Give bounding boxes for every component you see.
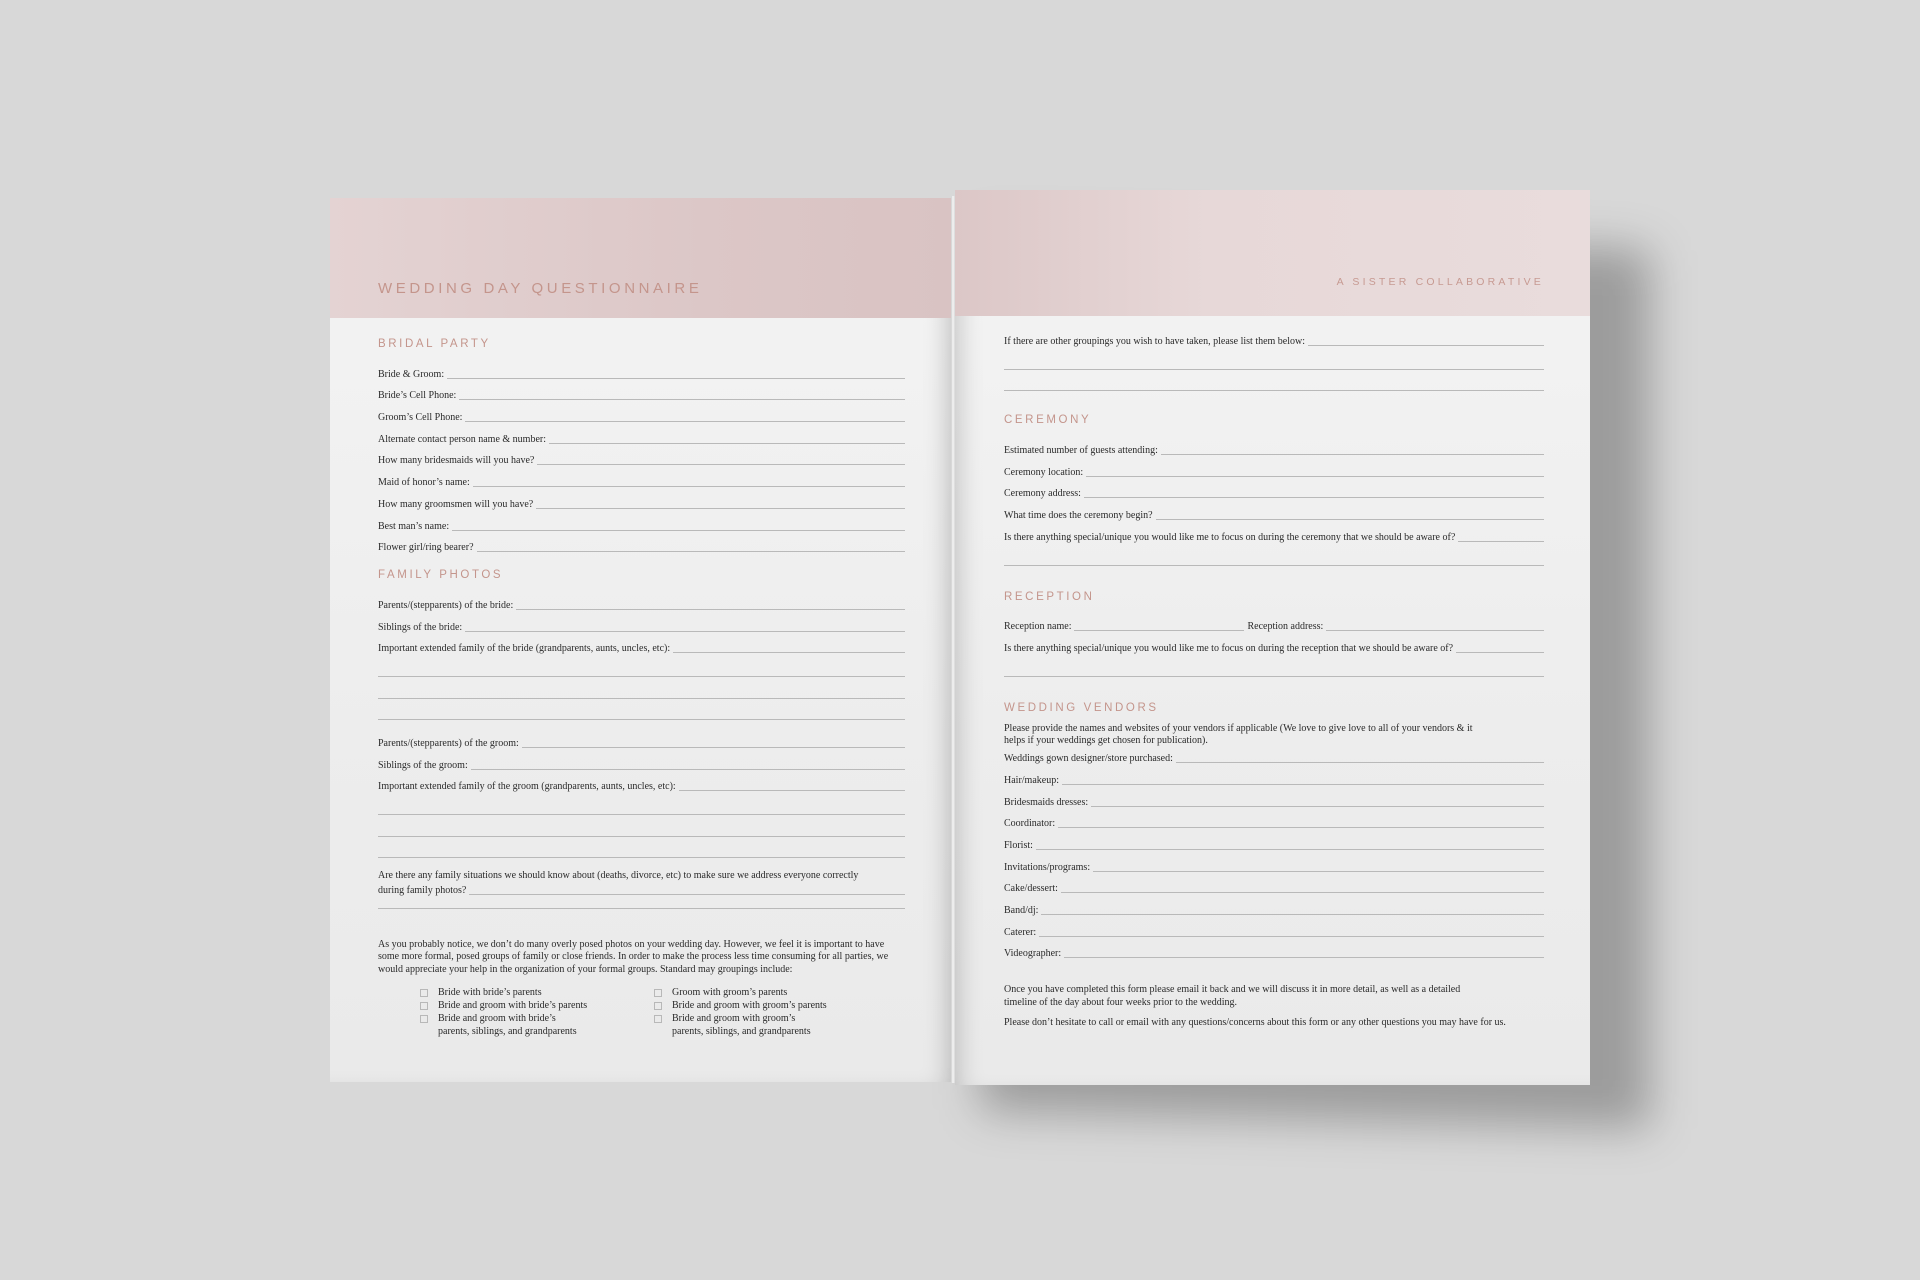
- vendor-fields: [1004, 744, 1544, 961]
- field-label: How many bridesmaids will you have?: [378, 455, 535, 467]
- form-field[interactable]: [1004, 939, 1544, 961]
- answer-line[interactable]: [1084, 496, 1544, 498]
- checklist-item[interactable]: [420, 1012, 654, 1025]
- form-field[interactable]: [378, 424, 905, 446]
- checklist-label: Bride with bride’s parents: [438, 987, 542, 999]
- form-field[interactable]: [378, 511, 905, 533]
- form-field[interactable]: [1004, 895, 1544, 917]
- checklist-label-continued: parents, siblings, and grandparents: [672, 1026, 811, 1038]
- closing-line: Once you have completed this form please email it back and we will discuss it in more detail, as well as a detailed: [1004, 984, 1461, 996]
- answer-line[interactable]: [378, 677, 905, 699]
- answer-line[interactable]: [378, 897, 905, 909]
- form-field[interactable]: [378, 533, 905, 555]
- field-label: Coordinator:: [1004, 818, 1056, 830]
- answer-line[interactable]: [459, 398, 905, 400]
- answer-line[interactable]: [1176, 761, 1544, 763]
- field-label: Bride’s Cell Phone:: [378, 390, 457, 402]
- groom-family-fields: [378, 728, 905, 793]
- field-label: Reception address:: [1247, 621, 1324, 633]
- answer-line[interactable]: [452, 529, 905, 531]
- answer-line[interactable]: [537, 463, 905, 465]
- field-label: Siblings of the groom:: [378, 759, 468, 771]
- form-field[interactable]: [1004, 457, 1544, 479]
- answer-line[interactable]: [469, 894, 905, 895]
- form-field[interactable]: [1004, 500, 1544, 522]
- question-line: during family photos?: [378, 884, 467, 896]
- family-situations-question: [378, 870, 905, 883]
- answer-line[interactable]: [679, 789, 905, 791]
- field-label: Important extended family of the groom (grandparents, aunts, uncles, etc):: [378, 781, 676, 793]
- answer-line[interactable]: [1004, 544, 1544, 566]
- form-field[interactable]: [378, 359, 905, 381]
- answer-line[interactable]: [1036, 848, 1544, 850]
- answer-line[interactable]: [465, 630, 905, 632]
- header-band: [955, 190, 1590, 316]
- answer-line[interactable]: [1004, 348, 1544, 370]
- form-field[interactable]: [378, 446, 905, 468]
- answer-line[interactable]: [477, 550, 905, 552]
- header-band: [330, 198, 952, 318]
- checklist-column-groom: [654, 986, 888, 1038]
- form-field[interactable]: [378, 467, 905, 489]
- answer-line[interactable]: [536, 507, 905, 509]
- answer-line[interactable]: [378, 655, 905, 677]
- form-field[interactable]: [1004, 809, 1544, 831]
- field-label: Ceremony address:: [1004, 488, 1081, 500]
- answer-line[interactable]: [1064, 956, 1544, 958]
- answer-line[interactable]: [1093, 870, 1544, 872]
- form-field[interactable]: [1004, 787, 1544, 809]
- answer-line[interactable]: [378, 699, 905, 721]
- right-page: [955, 190, 1590, 1085]
- answer-line[interactable]: [1326, 629, 1544, 631]
- form-field[interactable]: [378, 612, 905, 634]
- form-field[interactable]: [1004, 830, 1544, 852]
- answer-line[interactable]: [473, 485, 905, 487]
- checklist-item[interactable]: [420, 999, 654, 1012]
- answer-line[interactable]: [1308, 344, 1544, 346]
- checkbox[interactable]: [654, 989, 662, 997]
- field-label: Ceremony location:: [1004, 466, 1084, 478]
- groupings-intro: As you probably notice, we don’t do many overly posed photos on your wedding day. However, we feel it is important to have some more formal, posed groups of family or close friends. In order to make the process less time consuming for all parties, we would appreciate your help in the organization of your formal groups. Standard may groupings include:: [378, 938, 889, 975]
- answer-line[interactable]: [1074, 629, 1244, 631]
- field-label: If there are other groupings you wish to have taken, please list them below:: [1004, 336, 1306, 347]
- field-label: Alternate contact person name & number:: [378, 433, 546, 445]
- brand-name: A SISTER COLLABORATIVE: [1336, 276, 1544, 288]
- field-label: Maid of honor’s name:: [378, 477, 470, 489]
- checklist-item[interactable]: [654, 1012, 888, 1025]
- field-label: Weddings gown designer/store purchased:: [1004, 753, 1173, 765]
- answer-line[interactable]: [1091, 805, 1544, 807]
- field-label: Bride & Groom:: [378, 368, 445, 380]
- form-field[interactable]: [378, 750, 905, 772]
- answer-line[interactable]: [1041, 913, 1544, 915]
- reception-name-address-field[interactable]: [1004, 612, 1544, 634]
- form-field[interactable]: [1004, 479, 1544, 501]
- page-title: WEDDING DAY QUESTIONNAIRE: [378, 280, 703, 297]
- form-field[interactable]: [1004, 435, 1544, 457]
- left-page: [330, 198, 952, 1082]
- answer-line[interactable]: [1039, 935, 1544, 937]
- field-label: Estimated number of guests attending:: [1004, 445, 1158, 457]
- form-field[interactable]: [378, 728, 905, 750]
- bridal-party-fields: [378, 359, 905, 554]
- checklist-label-continued: parents, siblings, and grandparents: [438, 1026, 577, 1038]
- open-booklet: [330, 196, 1590, 1083]
- field-label: Invitations/programs:: [1004, 861, 1091, 873]
- answer-line[interactable]: [1058, 826, 1544, 828]
- checklist-column-bride: [420, 986, 654, 1038]
- checklist-label: Bride and groom with groom’s: [672, 1013, 796, 1025]
- field-label: Florist:: [1004, 840, 1033, 851]
- other-groupings-field[interactable]: [1004, 334, 1544, 348]
- answer-line[interactable]: [1156, 518, 1544, 520]
- section-heading-ceremony: CEREMONY: [1004, 414, 1092, 427]
- form-field[interactable]: [1004, 852, 1544, 874]
- left-content: [378, 337, 905, 1038]
- closing-line: timeline of the day about four weeks prior to the wedding.: [1004, 996, 1237, 1008]
- answer-line[interactable]: [378, 837, 905, 859]
- checkbox[interactable]: [420, 1002, 428, 1010]
- form-field[interactable]: [1004, 874, 1544, 896]
- field-label: Hair/makeup:: [1004, 774, 1059, 786]
- answer-line[interactable]: [1458, 540, 1544, 542]
- answer-line[interactable]: [465, 420, 905, 422]
- form-field[interactable]: [378, 381, 905, 403]
- answer-line[interactable]: [1004, 655, 1544, 677]
- closing-note: [1004, 984, 1544, 1030]
- question-line: Are there any family situations we should know about (deaths, divorce, etc) to make sure we address everyone correctly: [378, 870, 859, 882]
- field-label: Groom’s Cell Phone:: [378, 412, 463, 424]
- checklist-item[interactable]: [654, 999, 888, 1012]
- field-label: How many groomsmen will you have?: [378, 498, 534, 510]
- form-field[interactable]: [378, 590, 905, 612]
- field-label: Flower girl/ring bearer?: [378, 542, 474, 554]
- field-label: Siblings of the bride:: [378, 621, 463, 633]
- field-label: Caterer:: [1004, 926, 1037, 938]
- answer-line[interactable]: [1004, 370, 1544, 392]
- ceremony-fields: [1004, 435, 1544, 543]
- checklist-item[interactable]: [420, 986, 654, 999]
- checkbox[interactable]: [420, 1015, 428, 1023]
- answer-line[interactable]: [1062, 783, 1544, 785]
- field-label: Parents/(stepparents) of the bride:: [378, 599, 514, 611]
- field-label: Videographer:: [1004, 948, 1062, 960]
- answer-line[interactable]: [1061, 891, 1544, 893]
- checkbox[interactable]: [654, 1002, 662, 1010]
- answer-line[interactable]: [549, 442, 905, 444]
- field-label: Cake/dessert:: [1004, 883, 1058, 895]
- bride-family-fields: [378, 590, 905, 655]
- form-field[interactable]: [1004, 917, 1544, 939]
- field-label: Important extended family of the bride (grandparents, aunts, uncles, etc):: [378, 643, 671, 655]
- form-field[interactable]: [378, 634, 905, 656]
- section-heading-bridal-party: BRIDAL PARTY: [378, 338, 491, 350]
- intro-line: helps if your weddings get chosen for publication).: [1004, 735, 1208, 747]
- field-label: Is there anything special/unique you would like me to focus on during the ceremony that we should be aware of?: [1004, 531, 1456, 543]
- answer-line[interactable]: [1456, 651, 1544, 653]
- right-content: [1004, 334, 1544, 1030]
- form-field[interactable]: [1004, 522, 1544, 544]
- answer-line[interactable]: [522, 746, 905, 748]
- section-heading-wedding-vendors: WEDDING VENDORS: [1004, 701, 1159, 714]
- answer-line[interactable]: [673, 651, 905, 653]
- closing-line: Please don’t hesitate to call or email with any questions/concerns about this form or any other questions you may have for us.: [1004, 1017, 1506, 1029]
- answer-line[interactable]: [378, 793, 905, 815]
- checkbox[interactable]: [654, 1015, 662, 1023]
- field-label: Parents/(stepparents) of the groom:: [378, 738, 519, 749]
- answer-line[interactable]: [471, 768, 905, 770]
- form-field[interactable]: [378, 402, 905, 424]
- answer-line[interactable]: [378, 815, 905, 837]
- intro-line: Please provide the names and websites of your vendors if applicable (We love to give love to all of your vendors & it: [1004, 722, 1473, 734]
- form-field[interactable]: [378, 772, 905, 794]
- section-heading-reception: RECEPTION: [1004, 590, 1095, 603]
- field-label: Reception name:: [1004, 621, 1072, 633]
- checklist-label: Groom with groom’s parents: [672, 987, 788, 999]
- checklist-label: Bride and groom with bride’s: [438, 1013, 556, 1025]
- reception-special-field[interactable]: [1004, 633, 1544, 655]
- answer-line[interactable]: [516, 608, 905, 610]
- family-situations-field[interactable]: [378, 883, 905, 897]
- answer-line[interactable]: [1086, 475, 1544, 477]
- form-field[interactable]: [1004, 765, 1544, 787]
- section-heading-family-photos: FAMILY PHOTOS: [378, 569, 504, 582]
- checklist-label: Bride and groom with bride’s parents: [438, 1000, 588, 1012]
- checkbox[interactable]: [420, 989, 428, 997]
- field-label: Is there anything special/unique you would like me to focus on during the reception that we should be aware of?: [1004, 642, 1454, 654]
- field-label: Best man’s name:: [378, 520, 450, 532]
- field-label: What time does the ceremony begin?: [1004, 510, 1153, 522]
- answer-line[interactable]: [1161, 453, 1544, 455]
- checklist-item[interactable]: [654, 986, 888, 999]
- answer-line[interactable]: [447, 377, 905, 379]
- form-field[interactable]: [378, 489, 905, 511]
- field-label: Band/dj:: [1004, 905, 1039, 917]
- checklist-label: Bride and groom with groom’s parents: [672, 1000, 827, 1012]
- grouping-checklist: [378, 986, 905, 1038]
- field-label: Bridesmaids dresses:: [1004, 796, 1089, 808]
